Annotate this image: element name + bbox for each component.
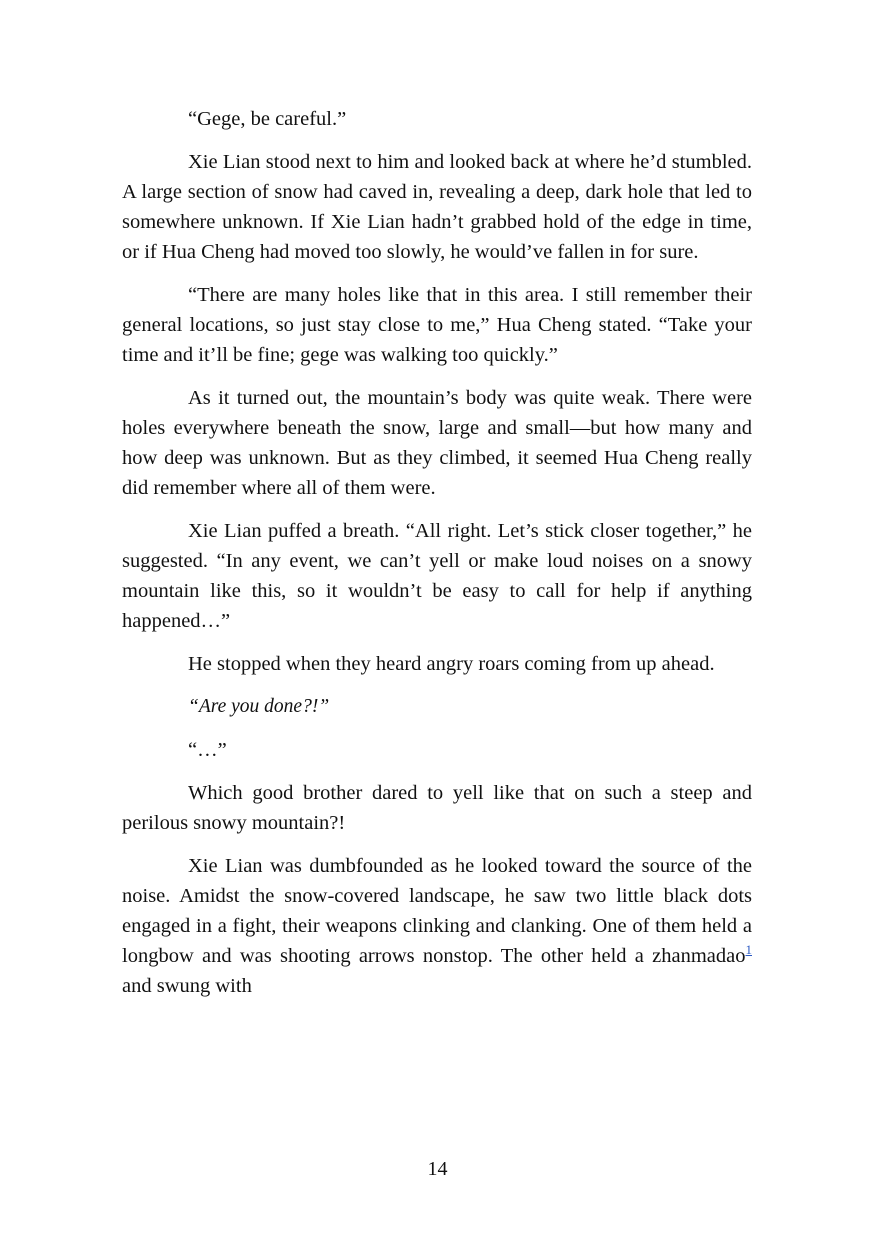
paragraph-6: He stopped when they heard angry roars coming from up ahead. — [188, 653, 715, 675]
final-paragraph-text-before-footnote: Xie Lian was dumbfounded as he looked toward the source of the noise. Amidst the snow-covered landscape, he saw two little black dots engaged in a fight, their weapons clinking and clanking. One of them held a longbow and was shooting arrows nonstop. The other held a zhanmadao — [122, 855, 752, 967]
paragraph-8-ellipsis: “…” — [188, 739, 227, 761]
body-text — [122, 104, 752, 1001]
paragraph-9: Which good brother dared to yell like that on such a steep and perilous snowy mountain?! — [122, 782, 752, 834]
paragraph-2: Xie Lian stood next to him and looked back at where he’d stumbled. A large section of snow had caved in, revealing a deep, dark hole that led to somewhere unknown. If Xie Lian hadn’t grabbed hold of the edge in time, or if Hua Cheng had moved too slowly, he would’ve fallen in for sure. — [122, 151, 752, 263]
paragraph-4: As it turned out, the mountain’s body was quite weak. There were holes everywhere beneath the snow, large and small—but how many and how deep was unknown. But as they climbed, it seemed Hua Cheng really did remember where all of them were. — [122, 387, 752, 499]
paragraph-3: “There are many holes like that in this area. I still remember their general locations, so just stay close to me,” Hua Cheng stated. “Take your time and it’ll be fine; gege was walking too quickly.” — [122, 284, 752, 366]
paragraph-10-final — [122, 851, 752, 1001]
paragraph-7-dialogue-shout: “Are you done?!” — [188, 696, 330, 717]
paragraph-5: Xie Lian puffed a breath. “All right. Let’s stick closer together,” he suggested. “In any event, we can’t yell or make loud noises on a snowy mountain like this, so it wouldn’t be easy to call for help if anything happened…” — [122, 520, 752, 632]
paragraph-1: “Gege, be careful.” — [188, 108, 347, 130]
footnote-reference-1[interactable]: 1 — [745, 942, 752, 958]
page-number: 14 — [427, 1158, 448, 1180]
final-paragraph-text-after-footnote: and swung with — [122, 975, 252, 997]
